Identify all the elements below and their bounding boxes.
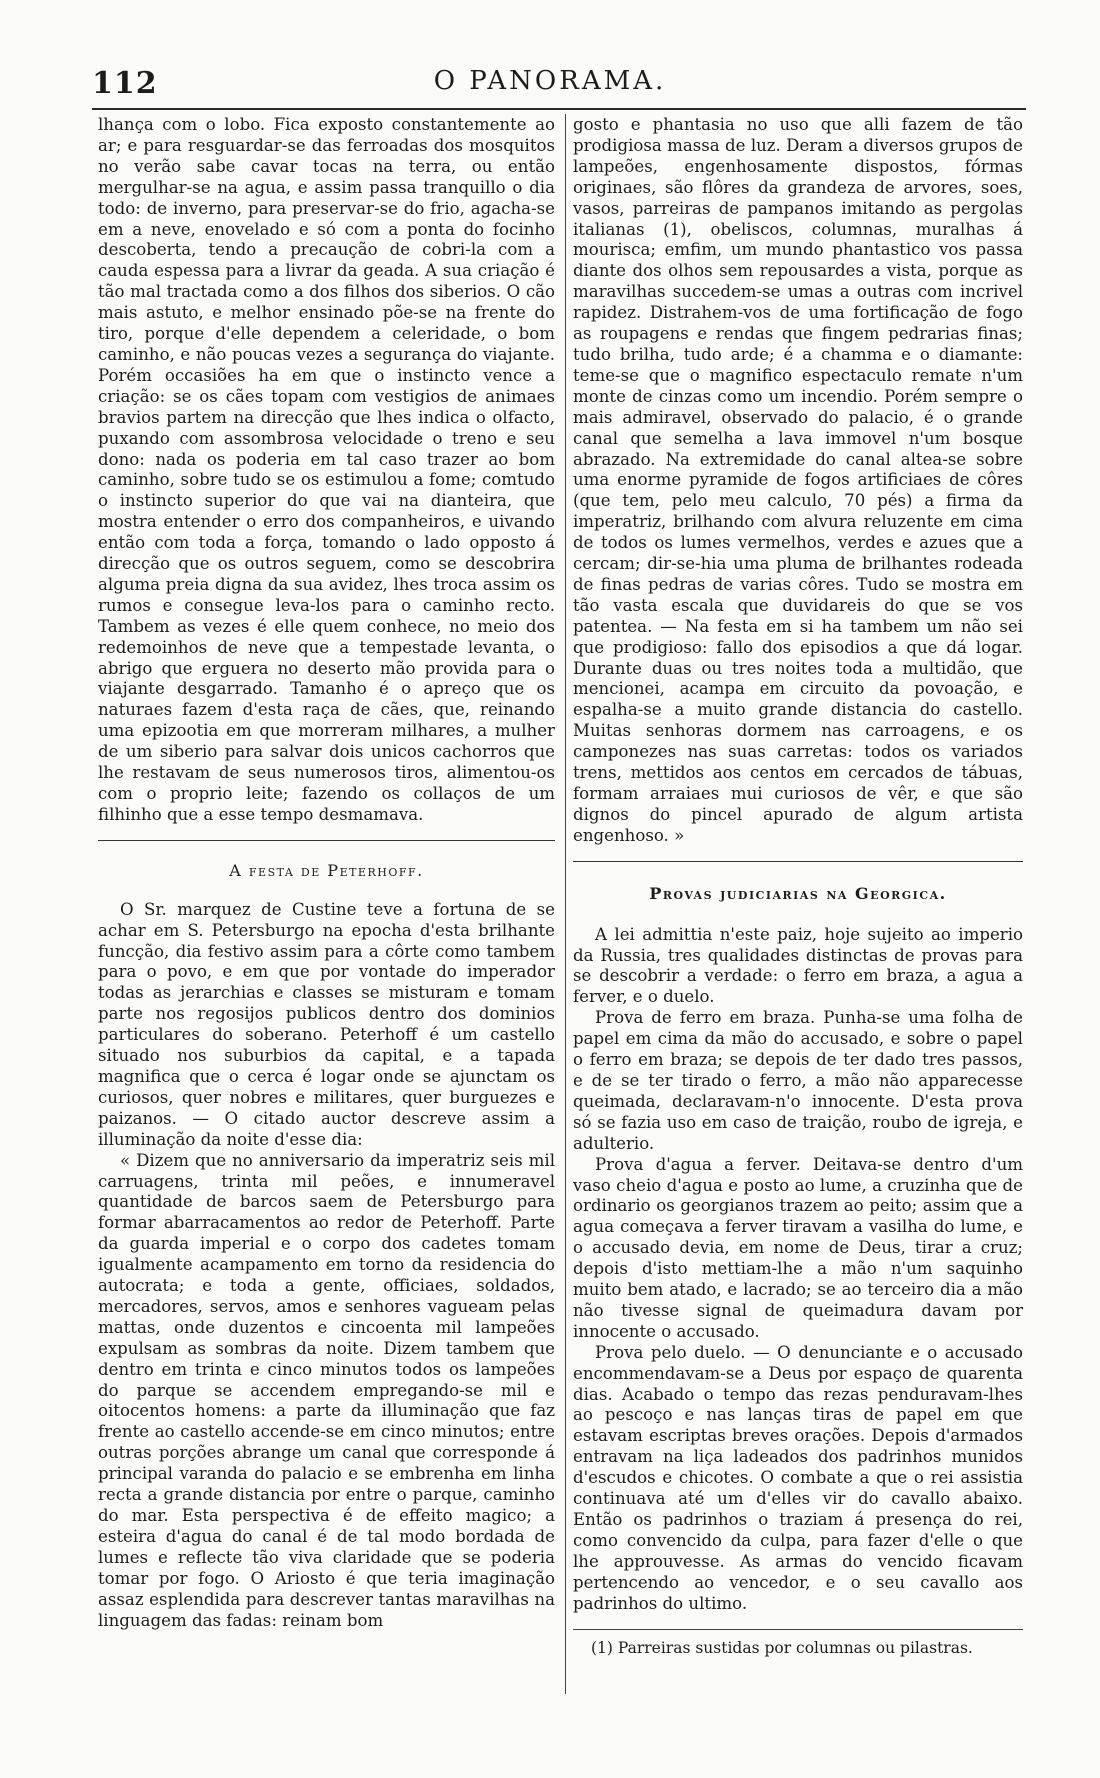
column-divider — [565, 114, 566, 1694]
body-paragraph: Prova de ferro em braza. Punha-se uma folha de papel em cima da mão do accusado, e sobre o papel o ferro em braza; se depois de ter dado tres passos, e de se ter tirado o ferro, a mão não apparecesse queimada, declaravam-n'o innocente. D'esta prova só se fazia uso em caso de traição, roubo de igreja, e adulterio. — [573, 1008, 1023, 1153]
body-paragraph: A lei admittia n'este paiz, hoje sujeito ao imperio da Russia, tres qualidades distinctas de provas para se descobrir a verdade: o ferro em braza, a agua a ferver, e o duelo. — [573, 924, 1023, 1007]
body-paragraph: lhança com o lobo. Fica exposto constantemente ao ar; e para resguardar-se das ferroadas dos mosquitos no verão sabe cavar tocas na terra, ou então mergulhar-se na agua, e assim passa tranquillo o dia todo: de inverno, para preservar-se do frio, agacha-se em a neve, enovelado e só com a ponta do focinho descoberta, tendo a precaução de cobri-la com a cauda espessa para a livrar da geada. A sua criação é tão mal tractada como a dos filhos dos siberios. O cão mais astuto, e melhor ensinado põe-se na frente do tiro, porque d'elle dependem a celeridade, o bom caminho, e não poucas vezes a segurança do viajante. Porém occasiões ha em que o instincto vence a criação: se os cães topam com vestigios de animaes bravios partem na direcção que lhes indica o olfacto, puxando com assombrosa velocidade o treno e seu dono: nada os poderia em tal caso trazer ao bom caminho, sobre tudo se os estimulou a fome; comtudo o instincto superior do que vai na dianteira, que mostra entender o erro dos companheiros, e uivando então com toda a força, tomando o lado opposto á direcção que os outros seguem, como se descobrira alguma preia digna da sua avidez, lhes troca assim os rumos e consegue leva-los para o caminho recto. Tambem as vezes é elle quem conhece, no meio dos redemoinhos de neve que a tempestade levanta, o abrigo que erguera no deserto mão provida para o viajante desgarrado. Tamanho é o apreço que os naturaes fazem d'esta raça de cães, que, reinando uma epizootia em que morreram milhares, a mulher de um siberio para salvar dois unicos cachorros que lhe restavam de seus numerosos tiros, alimentou-os com o proprio leite; fazendo os collaços de um filhinho que a esse tempo desmamava. — [98, 115, 555, 824]
body-paragraph: Prova pelo duelo. — O denunciante e o accusado encommendavam-se a Deus por espaço de quarenta dias. Acabado o tempo das rezas penduravam-lhes ao pescoço e nas lanças tiras de papel em que estavam escriptas breves orações. Depois d'armados entravam na liça ladeados dos padrinhos munidos d'escudos e chicotes. O combate a que o rei assistia continuava até um d'elles vir do cavallo abaixo. Então os padrinhos o traziam á presença do rei, como convencido da culpa, para fazer d'elle o que lhe approuvesse. As armas do vencido ficavam pertencendo ao vencedor, e o seu cavallo aos padrinhos do ultimo. — [573, 1342, 1023, 1613]
right-column — [573, 115, 1023, 1658]
page-number: 112 — [92, 66, 158, 101]
footnote-rule — [573, 1629, 1023, 1630]
footnote: (1) Parreiras sustidas por columnas ou pilastras. — [591, 1638, 973, 1657]
section-separator — [573, 861, 1023, 862]
left-column — [98, 115, 555, 1631]
quoted-paragraph: « Dizem que no anniversario da imperatriz seis mil carruagens, trinta mil peões, e innumeravel quantidade de barcos saem de Petersburgo para formar abarracamentos ao redor de Peterhoff. Parte da guarda imperial e o corpo dos cadetes tomam igualmente acampamento em torno da residencia do autocrata; e toda a gente, officiaes, soldados, mercadores, servos, amos e senhores vagueam pelas mattas, onde duzentos e cincoenta mil lampeões expulsam as sombras da noite. Dizem tambem que dentro em trinta e cinco minutos todos os lampeões do parque se accendem empregando-se mil e oitocentos homens: a parte da illuminação que faz frente ao castello accende-se em cinco minutos; entre outras porções abrange um canal que corresponde á principal varanda do palacio e se embrenha em linha recta a grande distancia por entre o parque, caminho do mar. Esta perspectiva é de effeito magico; a esteira d'agua do canal é de tal modo bordada de lumes e reflecte tão viva claridade que se poderia tomar por fogo. O Ariosto é que teria imaginação assaz esplendida para descrever tantas maravilhas na linguagem das fadas: reinam bom — [98, 1150, 555, 1630]
section-title: A festa de Peterhoff. — [229, 860, 424, 880]
header-rule — [92, 108, 1026, 110]
section-separator — [98, 840, 555, 841]
running-title: O PANORAMA. — [433, 66, 667, 96]
body-paragraph: O Sr. marquez de Custine teve a fortuna de se achar em S. Petersburgo na epocha d'esta brilhante funcção, dia festivo assim para a côrte como tambem para o povo, e em que por vontade do imperador todas as jerarchias e classes se misturam e tomam parte nos regosijos publicos dentro dos dominios particulares do soberano. Peterhoff é um castello situado nos suburbios da capital, e a tapada magnifica que o cerca é logar onde se ajunctam os curiosos, quer nobres e militares, quer burguezes e paizanos. — O citado auctor descreve assim a illuminação da noite d'esse dia: — [98, 899, 555, 1149]
body-paragraph: gosto e phantasia no uso que alli fazem de tão prodigiosa massa de luz. Deram a diversos grupos de lampeões, engenhosamente dispostos, fórmas originaes, são flôres da grandeza de arvores, soes, vasos, parreiras de pampanos imitando as pergolas italianas (1), obeliscos, columnas, muralhas á mourisca; emfim, um mundo phantastico vos passa diante dos olhos sem repousardes a vista, porque as maravilhas succedem-se umas a outras com incrivel rapidez. Distrahem-vos de uma fortificação de fogo as roupagens e rendas que fingem pedrarias finas; tudo brilha, tudo arde; é a chamma e o diamante: teme-se que o magnifico espectaculo remate n'um monte de cinzas como um incendio. Porém sempre o mais admiravel, observado do palacio, é o grande canal que semelha a lava immovel n'um bosque abrazado. Na extremidade do canal altea-se sobre uma enorme pyramide de fogos artificiaes de côres (que tem, pelo meu calculo, 70 pés) a firma da imperatriz, brilhando com alvura reluzente em cima de todos os lumes vermelhos, verdes e azues que a cercam; dir-se-hia uma pluma de brilhantes rodeada de finas pedras de varias côres. Tudo se mostra em tão vasta escala que duvidareis do que se vos patentea. — Na festa em si ha tambem um não sei que prodigioso: fallo dos episodios a que dá logar. Durante duas ou tres noites toda a multidão, que mencionei, acampa em circuito da povoação, e espalha-se a muito grande distancia do castello. Muitas senhoras dormem nas carroagens, e os camponezes nas suas carretas: todos os variados trens, mettidos aos centos em cercados de tábuas, formam arraiaes mui curiosos de vêr, e que são dignos do pincel apurado de algum artista engenhoso. » — [573, 115, 1023, 845]
body-paragraph: Prova d'agua a ferver. Deitava-se dentro d'um vaso cheio d'agua e posto ao lume, a cruzinha que de ordinario os georgianos trazem ao peito; assim que a agua começava a ferver tiravam a vasilha do lume, e o accusado devia, em nome de Deus, tirar a cruz; depois d'isto mettiam-lhe a mão n'um saquinho muito bem atado, e lacrado; se ao terceiro dia a mão não tivesse signal de queimadura davam por innocente o accusado. — [573, 1154, 1023, 1341]
section-title: Provas judiciarias na Georgica. — [649, 883, 947, 903]
